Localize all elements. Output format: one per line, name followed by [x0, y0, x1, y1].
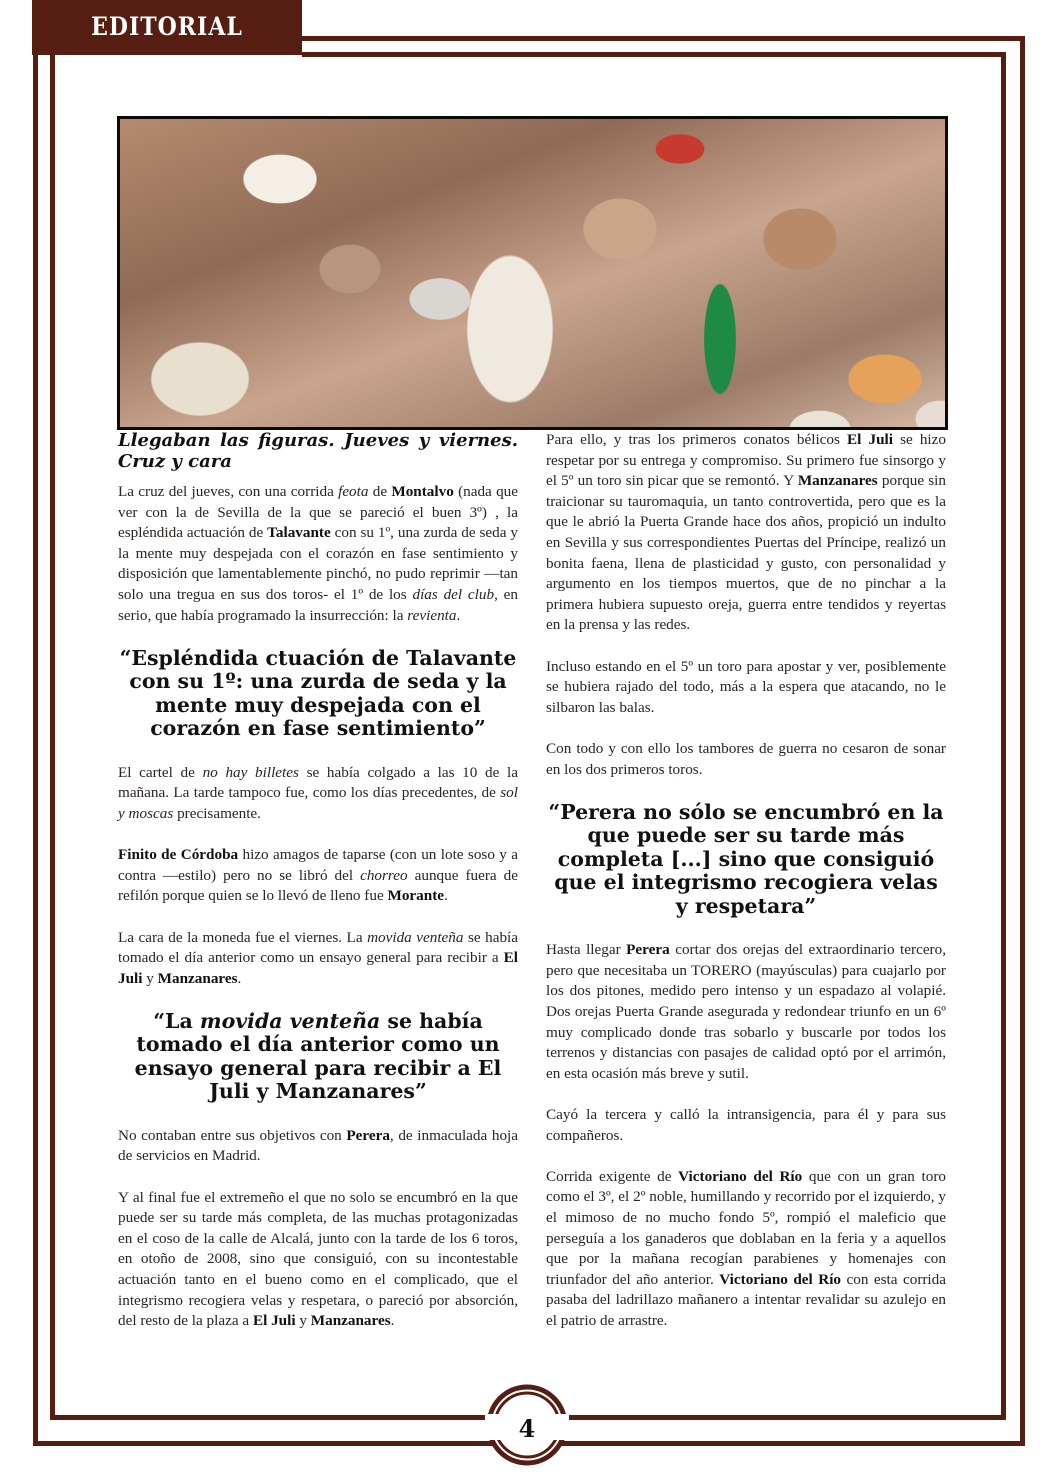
section-tab	[32, 0, 302, 55]
paragraph: El cartel de no hay billetes se había colgado a las 10 de la mañana. La tarde tampoco fue, como los días precedentes, de sol y moscas precisamente.	[118, 763, 518, 822]
pull-quote: “Perera no sólo se encumbró en la que puede ser su tarde más completa [...] sino que consiguió que el integrismo recogiera velas y respetara”	[548, 799, 944, 918]
pull-quote: “La movida venteña se había tomado el día anterior como un ensayo general para recibir a El Juli y Manzanares”	[134, 1008, 502, 1104]
inner-frame-right	[1001, 52, 1006, 1420]
paragraph: La cara de la moneda fue el viernes. La movida venteña se había tomado el día anterior como un ensayo general para recibir a El Juli y Manzanares.	[118, 928, 518, 987]
paragraph: La cruz del jueves, con una corrida feota de Montalvo (nada que ver con la de Sevilla de la que se pareció el buen 3º) , la espléndida actuación de Talavante con su 1º, una zurda de seda y la mente muy despejada con el corazón en fase sentimiento y disposición que lamentablemente pinchó, no pudo reprimir —tan solo una tregua en sus dos toros- el 1º de los días del club, en serio, que había programado la insurrección: la revienta.	[118, 483, 519, 624]
paragraph: Para ello, y tras los primeros conatos bélicos El Juli se hizo respetar por su entrega y compromiso. Su primero fue sinsorgo y el 5º un toro sin picar que se remontó. Y Manzanares porque sin traicionar su tauromaquia, un tanto controvertida, pero que es la que le abrió la Puerta Grande hace dos años, propició un indulto en Sevilla y sus correspondientes Puertas del Príncipe, realizó un bonita faena, llena de plasticidad y gusto, con personalidad y argumento en los tiempos muertos, que de no pinchar a la primera hubiera supuesto oreja, guerra entre tendidos y reyertas en la prensa y las redes.	[546, 431, 946, 634]
paragraph: Hasta llegar Perera cortar dos orejas del extraordinario tercero, pero que necesitaba un TORERO (mayúsculas) para cuajarlo por los dos pitones, medido pero intenso y un espadazo al volapié. Dos orejas Puerta Grande asegurada y redondear triunfo en un 6º muy complicado donde tras sobarlo y buscarle por todos los terrenos y distancias con pasajes de calidad optó por el arrimón, en esta ocasión más breve y sutil.	[546, 941, 947, 1082]
paragraph: Con todo y con ello los tambores de guerra no cesaron de sonar en los dos primeros toros.	[546, 739, 946, 778]
pull-quote: “Espléndida ctuación de Talavante con su 1º: una zurda de seda y la mente muy despejada con el corazón en fase sentimiento”	[119, 645, 517, 741]
inner-frame-top	[302, 52, 1006, 57]
left-column	[118, 430, 518, 1352]
section-label: EDITORIAL	[91, 12, 243, 42]
inner-frame-left	[50, 55, 55, 1420]
outer-frame-top	[302, 36, 1025, 41]
right-column	[546, 430, 946, 1352]
article-subheading: Llegaban las figuras. Jueves y viernes. Cruz y cara	[118, 430, 518, 472]
page-number: 4	[518, 1414, 536, 1443]
crowd-photo	[117, 116, 948, 430]
paragraph: Cayó la tercera y calló la intransigencia, para él y para sus compañeros.	[546, 1105, 946, 1144]
paragraph: Incluso estando en el 5º un toro para apostar y ver, posiblemente se hubiera rajado del todo, más a la espera que atacando, no le silbaron las balas.	[546, 657, 946, 716]
paragraph: Y al final fue el extremeño el que no solo se encumbró en la que puede ser su tarde más completa, de las muchas protagonizadas en el coso de la calle de Alcalá, junto con la tarde de los 6 toros, en otoño de 2008, sino que consiguió, con su incontestable actuación tanto en el bueno como en el complicado, que el integrismo recogiera velas y respetara, o pareció por absorción, del resto de la plaza a El Juli y Manzanares.	[118, 1188, 518, 1330]
paragraph: No contaban entre sus objetivos con Perera, de inmaculada hoja de servicios en Madrid.	[118, 1126, 518, 1165]
outer-frame-right	[1020, 36, 1025, 1446]
paragraph: Corrida exigente de Victoriano del Río que con un gran toro como el 3º, el 2º noble, humillando y recorrido por el izquierdo, y el mimoso de no mucho fondo 5º, rompió el maleficio que perseguía a los ganaderos que doblaban en la feria y a aquellos que por la mañana recogían parabienes y homenajes con triunfador del año anterior. Victoriano del Río con esta corrida pasaba del ladrillazo mañanero a intentar revalidar su azulejo en el patrio de arrastre.	[546, 1167, 947, 1329]
paragraph: Finito de Córdoba hizo amagos de taparse (con un lote soso y a contra —estilo) pero no se libró del chorreo aunque fuera de refilón porque quien se lo llevó de lleno fue Morante.	[118, 846, 518, 905]
outer-frame-left	[33, 55, 38, 1446]
